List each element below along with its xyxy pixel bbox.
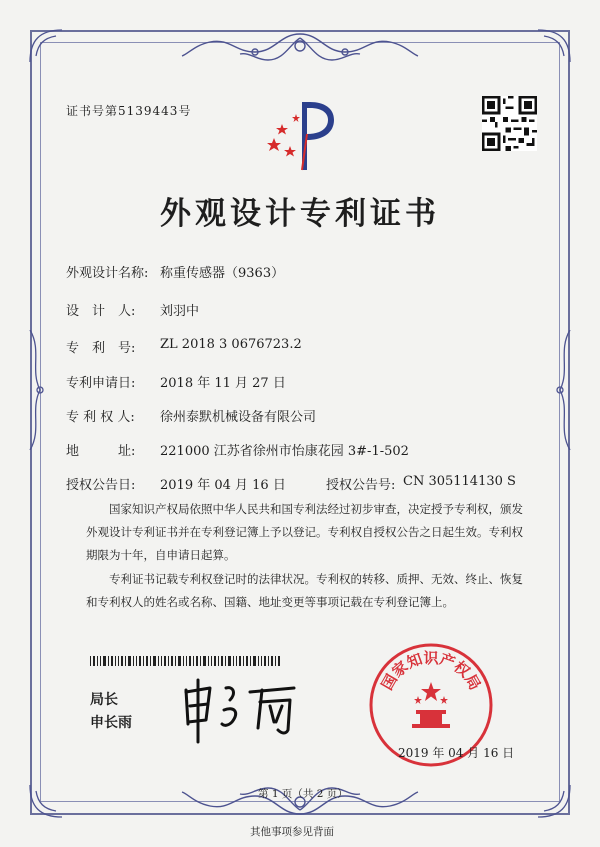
certificate-title: 外观设计专利证书 [160, 196, 440, 232]
field-label-patent-number: 专 利 号: [66, 341, 136, 356]
field-value-grant-date: 2019 年 04 月 16 日 [160, 478, 286, 493]
seal-text: 国家知识产权局 [377, 649, 485, 694]
corner-ornament-bottom-right [534, 781, 574, 821]
field-value-design-name: 称重传感器（9363） [160, 266, 285, 281]
seal-date: 2019 年 04 月 16 日 [398, 746, 515, 760]
field-value-application-date: 2018 年 11 月 27 日 [160, 376, 286, 391]
field-label-grant-date: 授权公告日: [66, 478, 136, 493]
field-value-address: 221000 江苏省徐州市怡康花园 3#-1-502 [160, 444, 409, 459]
reverse-side-note: 其他事项参见背面 [250, 826, 334, 838]
corner-ornament-bottom-left [26, 781, 66, 821]
left-ornament [26, 330, 46, 450]
field-value-announcement-number: CN 305114130 S [403, 474, 516, 489]
field-label-address: 地 址: [66, 444, 136, 459]
top-ornament [180, 30, 420, 70]
field-value-designer: 刘羽中 [160, 304, 200, 319]
right-ornament [554, 330, 574, 450]
certificate-number: 证书号第5139443号 [66, 104, 192, 118]
field-label-announcement-number: 授权公告号: [326, 478, 396, 493]
field-value-patentee: 徐州泰默机械设备有限公司 [160, 410, 317, 425]
cnipa-logo [262, 96, 342, 176]
field-value-patent-number: ZL 2018 3 0676723.2 [160, 337, 302, 352]
page-indicator: 第 1 页（共 2 页） [258, 788, 348, 800]
grant-statement-paragraph: 国家知识产权局依照中华人民共和国专利法经过初步审查，决定授予专利权，颁发外观设计专利证书并在专利登记簿上予以登记。专利权自授权公告之日起生效。专利权期限为十年，自申请日起算。 [86, 502, 523, 562]
field-label-designer: 设 计 人: [66, 304, 136, 319]
corner-ornament-top-right [534, 26, 574, 66]
corner-ornament-top-left [26, 26, 66, 66]
field-label-application-date: 专利申请日: [66, 376, 136, 391]
director-name: 申长雨 [90, 715, 132, 731]
legal-status-paragraph: 专利证书记载专利权登记时的法律状况。专利权的转移、质押、无效、终止、恢复和专利权人的姓名或名称、国籍、地址变更等事项记载在专利登记簿上。 [86, 572, 523, 609]
field-label-patentee: 专 利 权 人: [66, 410, 135, 425]
field-label-design-name: 外观设计名称: [66, 266, 149, 281]
qr-code [482, 96, 537, 151]
handwritten-signature [176, 676, 326, 746]
director-title: 局长 [90, 692, 118, 708]
barcode [90, 656, 280, 666]
